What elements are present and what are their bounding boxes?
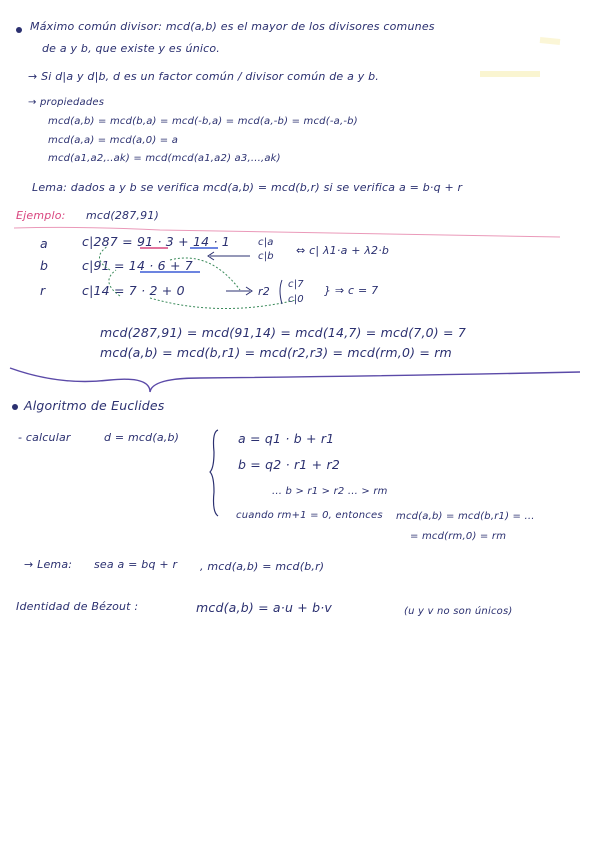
d-definition: d = mcd(a,b) [104,431,180,444]
big-brace [10,368,580,392]
result-chain-1: mcd(a,b) = mcd(b,r1) = ... [396,511,535,522]
definition-line-2: de a y b, que existe y es único. [42,42,221,55]
common-divisor-line: → Si d|a y d|b, d es un factor común / divisor común de a y b. [28,70,380,83]
definition-line: Máximo común divisor: mcd(a,b) es el mayor de los divisores comunes [30,20,435,33]
condition-ca: c|a [258,237,274,248]
lemma-2-premise: sea a = bq + r [94,558,178,571]
lemma-line: Lema: dados a y b se verifica mcd(a,b) = mcd(b,r) si se verifica a = b·q + r [32,181,463,194]
bezout-title: Identidad de Bézout : [16,600,139,613]
euclid-brace [210,430,218,516]
property-1: mcd(a,b) = mcd(b,a) = mcd(-b,a) = mcd(a,-b) = mcd(-a,-b) [48,116,358,127]
c-equals-7: } ⇒ c = 7 [324,284,379,297]
green-arrow-1 [99,246,110,270]
green-arrow-2 [109,270,120,296]
example-label: Ejemplo: [16,209,66,222]
row-label-r: r [40,283,46,298]
section-title-euclid: Algoritmo de Euclides [24,398,165,413]
calculate-label: - calcular [18,431,71,444]
euclid-step-1: c|287 = 91 · 3 + 14 · 1 [82,234,230,249]
lemma-2-result: , mcd(a,b) = mcd(b,r) [200,560,325,573]
property-3: mcd(a1,a2,..ak) = mcd(mcd(a1,a2) a3,...,ak) [48,153,281,164]
bezout-identity: mcd(a,b) = a·u + b·v [196,600,333,615]
euclid-step-3: c|14 = 7 · 2 + 0 [82,283,185,298]
condition-cb: c|b [258,251,274,262]
lemma-2-label: → Lema: [24,558,73,571]
row-label-a: a [40,236,48,251]
c-divides-0: c|0 [288,294,304,305]
property-2: mcd(a,a) = mcd(a,0) = a [48,135,179,146]
division-eq-1: a = q1 · b + r1 [238,431,335,446]
bezout-note: (u y v no son únicos) [404,606,513,617]
euclid-step-2: c|91 = 14 · 6 + 7 [82,258,193,273]
linear-combination: ⇔ c| λ1·a + λ2·b [296,244,390,257]
termination-condition: cuando rm+1 = 0, entonces [236,510,383,521]
example-underline [14,227,560,237]
gcd-chain-general: mcd(a,b) = mcd(b,r1) = mcd(r2,r3) = mcd(rm,0) = rm [100,345,452,360]
green-arrow-3 [150,298,296,309]
r2-label: r2 [258,285,270,298]
remainder-order: ... b > r1 > r2 ... > rm [272,486,388,497]
row-label-b: b [40,258,49,273]
properties-heading: → propiedades [28,97,105,108]
gcd-chain-numeric: mcd(287,91) = mcd(91,14) = mcd(14,7) = mcd(7,0) = 7 [100,325,467,340]
c-divides-7: c|7 [288,279,304,290]
result-chain-2: = mcd(rm,0) = rm [410,531,507,542]
example-title: mcd(287,91) [86,209,160,222]
division-eq-2: b = q2 · r1 + r2 [238,457,340,472]
